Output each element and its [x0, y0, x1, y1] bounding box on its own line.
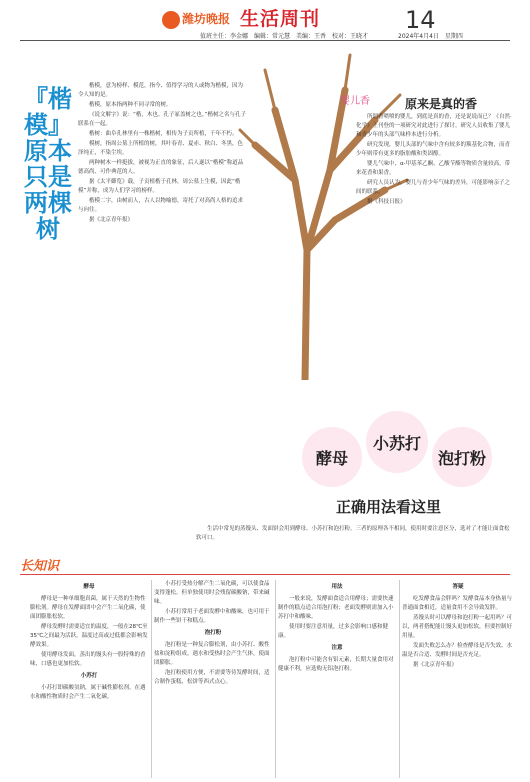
column-paragraph: 小苏打即碳酸氢钠，属于碱性膨松剂。在遇水和酸性物质时会产生二氧化碳。 — [30, 685, 146, 700]
newspaper-brand: 潍坊晚报 — [182, 12, 231, 26]
lead-paragraph: 楷树：曲阜孔林里有一株楷树，相传为子贡所植，千年不朽。 — [89, 131, 238, 137]
column-divider — [399, 580, 400, 778]
column-paragraph: 酵母发酵时需要适宜的温度，一般在28℃至35℃之间最为活跃，温度过高或过低都会影响发酵效果。 — [30, 624, 148, 648]
baby-article-body — [356, 113, 514, 208]
editor-credits: 值班主任：李金娜 编辑：常元慧 美编：王香 校对：王晓才 — [200, 33, 369, 40]
publish-date: 2024年4月4日 星期四 — [398, 33, 463, 40]
column-paragraph: 小苏打受热分解产生二氧化碳，可以使食品变得蓬松。但单独使用时会残留碳酸钠，带来碱味。 — [154, 581, 270, 605]
lead-paragraph: 楷模，原本指两种不同寻常的树。 — [89, 102, 172, 108]
column-paragraph: 一般来说，发酵面食适合用酵母；需要快速制作的糕点适合用泡打粉；老面发酵则需加入小苏打中和酸味。 — [278, 596, 394, 620]
lead-paragraph: 《说文解字》说：“楷，木也。孔子冢盖树之也。”楷树之名与孔子联系在一起。 — [78, 112, 246, 127]
column-subheading: 小苏打 — [80, 673, 98, 679]
column-4 — [402, 580, 514, 671]
column-2 — [154, 580, 272, 688]
masthead-rule — [20, 40, 510, 41]
lead-paragraph: 两种树木一样挺拔，被视为正直的象征，后人遂以“楷模”称道品德高尚、可作典范的人。 — [78, 160, 244, 175]
page-number: 14 — [405, 6, 436, 34]
lead-article-body — [78, 82, 248, 226]
column-subheading: 泡打粉 — [204, 630, 222, 636]
lead-paragraph: 楷模，意为榜样、模范，指今、值得学习的人或物为楷模，因为令人知的是。 — [78, 83, 244, 98]
bubble-yeast: 酵母 — [302, 427, 362, 487]
section-title: 生活周刊 — [240, 8, 321, 30]
column-subheading: 酵母 — [83, 584, 95, 590]
section-tag: 长知识 — [20, 559, 60, 574]
column-3 — [278, 580, 396, 675]
lead-paragraph: 楷模二字，由树而人，古人以物喻德，寄托了对高尚人格的追求与向往。 — [78, 198, 244, 213]
masthead — [0, 0, 530, 40]
baby-paragraph: 所谓香喷喷的婴儿，到底是真的香，还是说说而已？《自然·化学》上刊登的一项研究对此进行了探讨。研究人员收集了婴儿和青少年的头部气味样本进行分析。 — [356, 114, 512, 138]
lead-paragraph: 据《北京青年报》 — [89, 217, 134, 223]
column-paragraph: 使用酵母发面，蒸出的馒头有一股特殊的香味，口感也更加松软。 — [30, 652, 146, 667]
column-paragraph: 据《北京青年报》 — [413, 662, 458, 668]
column-divider — [275, 580, 276, 778]
column-1 — [30, 580, 148, 703]
column-paragraph: 发面失败怎么办？检查酵母是否失效、水温是否合适、发酵时间是否充足。 — [402, 643, 513, 658]
column-paragraph: 泡打粉使用方便，不需要等待发酵时间，适合制作蛋糕、松饼等西式点心。 — [154, 670, 270, 685]
column-paragraph: 吃发酵食品会胖吗？发酵食品本身热量与普通面食相近，适量食用不会导致发胖。 — [402, 596, 513, 611]
tree-illustration — [235, 50, 410, 380]
baby-paragraph: 研究人员认为，婴儿与青少年气味的差异，可能影响亲子之间的联系。 — [356, 180, 511, 195]
column-paragraph: 蒸馒头时可以酵母和泡打粉一起用吗？可以，两者搭配能让馒头更加松软，但要控制好用量。 — [402, 615, 513, 639]
baby-article-kicker: 婴儿香 — [340, 96, 370, 107]
column-divider — [151, 580, 152, 778]
baby-paragraph: 据《科技日报》 — [367, 199, 406, 205]
column-subheading: 答疑 — [452, 584, 464, 590]
baby-paragraph: 婴儿气味中，α-甲基苯乙酮、乙酸苄酯等物质含量较高，带来花香和果香。 — [356, 161, 511, 176]
section-rule — [20, 574, 510, 575]
feature-title: 正确用法看这里 — [336, 498, 442, 516]
baby-paragraph: 研究发现，婴儿头部的气味中含有较多的羰基化合物，而青少年则带有更多的脂肪酸和类固醇。 — [356, 142, 511, 157]
baby-article-title: 原来是真的香 — [405, 97, 478, 111]
newspaper-logo-icon — [162, 11, 180, 29]
column-paragraph: 泡打粉是一种复合膨松剂，由小苏打、酸性盐和淀粉组成。遇水和受热时会产生气体，使面团膨胀。 — [154, 642, 270, 666]
feature-intro: 生活中常见的蒸馒头、发面饼会用到酵母、小苏打和泡打粉。三者的原理各不相同，使用时要注意区分，选对了才能让面食松软可口。 — [196, 526, 510, 541]
lead-paragraph: 模树，指周公墓上所植的树，其叶春青、夏赤、秋白、冬黑，色泽纯正，不染尘埃。 — [78, 141, 244, 156]
bubble-baking-soda: 小苏打 — [366, 411, 428, 473]
column-subheading: 注意 — [331, 645, 343, 651]
column-paragraph: 泡打粉中可能含有铝元素，长期大量食用对健康不利，应选购无铝泡打粉。 — [278, 657, 394, 672]
column-paragraph: 使用时要注意用量，过多会影响口感和健康。 — [278, 624, 389, 639]
lead-paragraph: 据《太平御览》载，子贡植楷于孔林，周公墓上生模，因此“楷模”并称，成为人们学习的榜样。 — [78, 179, 241, 194]
column-subheading: 用法 — [331, 584, 343, 590]
bubble-baking-powder: 泡打粉 — [432, 427, 492, 487]
column-paragraph: 小苏打常用于老面发酵中和酸味，也可用于制作一些饼干和糕点。 — [154, 609, 270, 624]
lead-article-title: 『楷模』原本只是两棵树 — [24, 85, 72, 243]
column-paragraph: 酵母是一种单细胞真菌，属于天然的生物性膨松剂。酵母在发酵面团中会产生二氧化碳，使面团膨胀松软。 — [30, 596, 146, 620]
